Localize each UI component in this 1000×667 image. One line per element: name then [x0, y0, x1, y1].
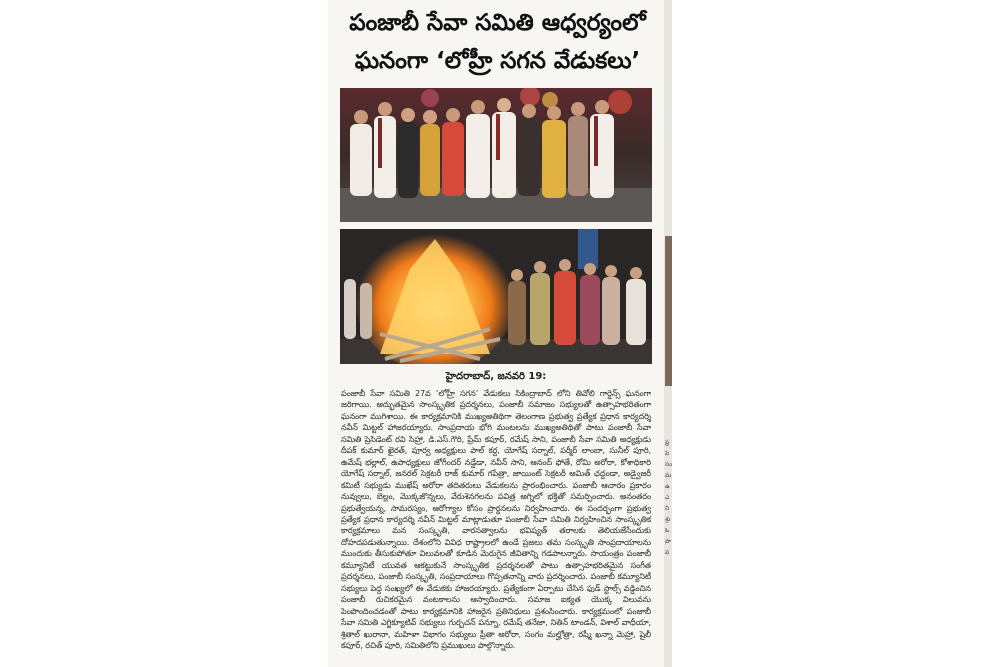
- bonfire-photo: [340, 229, 652, 364]
- adjacent-photo-fragment: [665, 236, 672, 386]
- headline-line-2: ఘనంగా ‘లోహ్రీ సగన వేడుకలు’: [354, 48, 641, 74]
- headline: [340, 4, 655, 80]
- adjacent-text-fragment: ఫ్ర పె సం మ ఉ ఎ ని శ్రు ఓ పా ప: [665, 439, 672, 556]
- group-photo: [340, 88, 652, 222]
- headline-line-1: పంజాబీ సేవా సమితి ఆధ్వర్యంలో: [349, 10, 646, 36]
- article-body: పంజాబీ సేవా సమితి 27వ ‘లోహ్రీ సగన’ వేడుకలు సికింద్రాబాద్ లోని తివోలి గార్డెన్స్ ఘనంగా జరిగాయి. అద్భుతమైన సాంస్కృతిక ప్రదర్శనలు, పంజాబీ సమాజం సభ్యులతో ఉత్సాహభరితంగా ఘనంగా ముగిశాయి. ఈ కార్యక్రమానికి ముఖ్యఅతిథిగా తెలంగాణ ప్రభుత్వ ప్రత్యేక ప్రధాన కార్యదర్శి నవీన్ మిట్టల్ హాజరయ్యారు. సాంప్రదాయ భోగి మంటలను ముఖ్యఅతిథితో పాటు పంజాబీ సేవా సమితి ప్రెసిడెంట్ రవి సిహ్రా, డి.ఎస్.గౌరి, ప్రేమ్ కపూర్, రమేష్ సాని, పంజాబీ సేవా సమితి అధ్యక్షుడు దీపక్ కుమార్ ఖైరత్, పూర్వ అధ్యక్షులు పాల్ కర్ద, యోగేష్ సర్నాల్, పర్మీర్ లాంబా, సునీల్ పూరి, ఉమేష్ భల్లాల్, ఉపాధ్యక్షులు జోగీందర్ నడ్డేడా, నవీన్ సాని, ఆనంద్ ఫోతే, రోమి అరోరా, కోశాధికారి యోగేష్ సర్నాల్, జనరల్ సెక్రటరీ రాజ్ కుమార్ గపేత్రా, జాయింట్ సెక్రటరీ అమిత్ ఛద్దండా, అడ్వైజరీ కమిటీ సభ్యుడు ముఖేష్ అరోరా తదితరులు వేడుకలను ప్రారంభించారు. పంజాబీ ఆచారం ప్రకారం నువ్వులు, బెల్లం, మొక్కజొన్నలు, వేరుశెనగలను పవిత్ర అగ్నిలో భక్తితో సమర్పించారు. అనంతరం ప్రభుత్వేయన్న, సామరస్యం, ఆరోగ్యాల కోసం ప్రార్థనలను నిర్వహించారు. ఈ సందర్భంగా ప్రభుత్వ ప్రత్యేక ప్రధాన కార్యదర్శి నవీన్ మిట్టల్ మాట్లాడుతూ పంజాబీ సేవా సమితి నిర్వహించిన సాంస్కృతిక కార్యక్రమాలు మన సంస్కృతి, వారసత్వాలను భవిష్యత్ తరాలకు తెలియజేసేందుకు దోహదపడుతున్నాయి. దేశంలోని వివిధ రాష్ట్రాలలో ఉండే ప్రజలు తమ సంస్కృతి సాంప్రదాయాలను ముందుకు తీసుకుపోతూ విలువలతో కూడిన మెరుగైన జీవితాన్ని గడపాలన్నారు. సాయంత్రం పంజాబీ కమ్యూనిటీ యువత ఆకట్టుకునే సాంస్కృతిక ప్రదర్శనలతో పాటు ఉత్సాహభరితమైన సంగీత ప్రదర్శనలు, పంజాబీ సంస్కృతి, సంప్రదాయాలు గొప్పతనాన్ని వారు ప్రదర్శించారు. పంజాబీ కమ్యూనిటీ సభ్యులు పెద్ద సంఖ్యలో ఈ వేడుకకు హాజరయ్యారు. ప్రత్యేకంగా ఏర్పాటు చేసిన ఫుడ్ స్టాల్స్ వడ్డించిన పంజాబీ రుచికరమైన వంటకాలను ఆస్వాదించారు. సమాజ ఐక్యత యొక్క విలువను పెంపొందించడంతో పాటు కార్యక్రమానికి హాజరైన ప్రతినిధులు ప్రశంసించారు. కార్యక్రమంలో పంజాబీ సేవా సమితి ఎగ్జిక్యూటివ్ సభ్యులు గుర్బచన్ పన్నూ, రమేష్ తనేజా, నితిన్ టాండన్, విశాల్ వాధీయా, శ్రితాల్ ఖురానా, మహిళా విభాగం సభ్యులు ప్రీతా అరోరా, సంగం మల్హోత్రా, రష్మీ ఖన్నా మెహ్రా, షైలీ కపూర్, రచిత్ పూరి, సమితిలోని ప్రముఖులు పాల్గొన్నారు.: [341, 388, 651, 650]
- dateline: హైదరాబాద్, జనవరి 19:: [445, 371, 547, 382]
